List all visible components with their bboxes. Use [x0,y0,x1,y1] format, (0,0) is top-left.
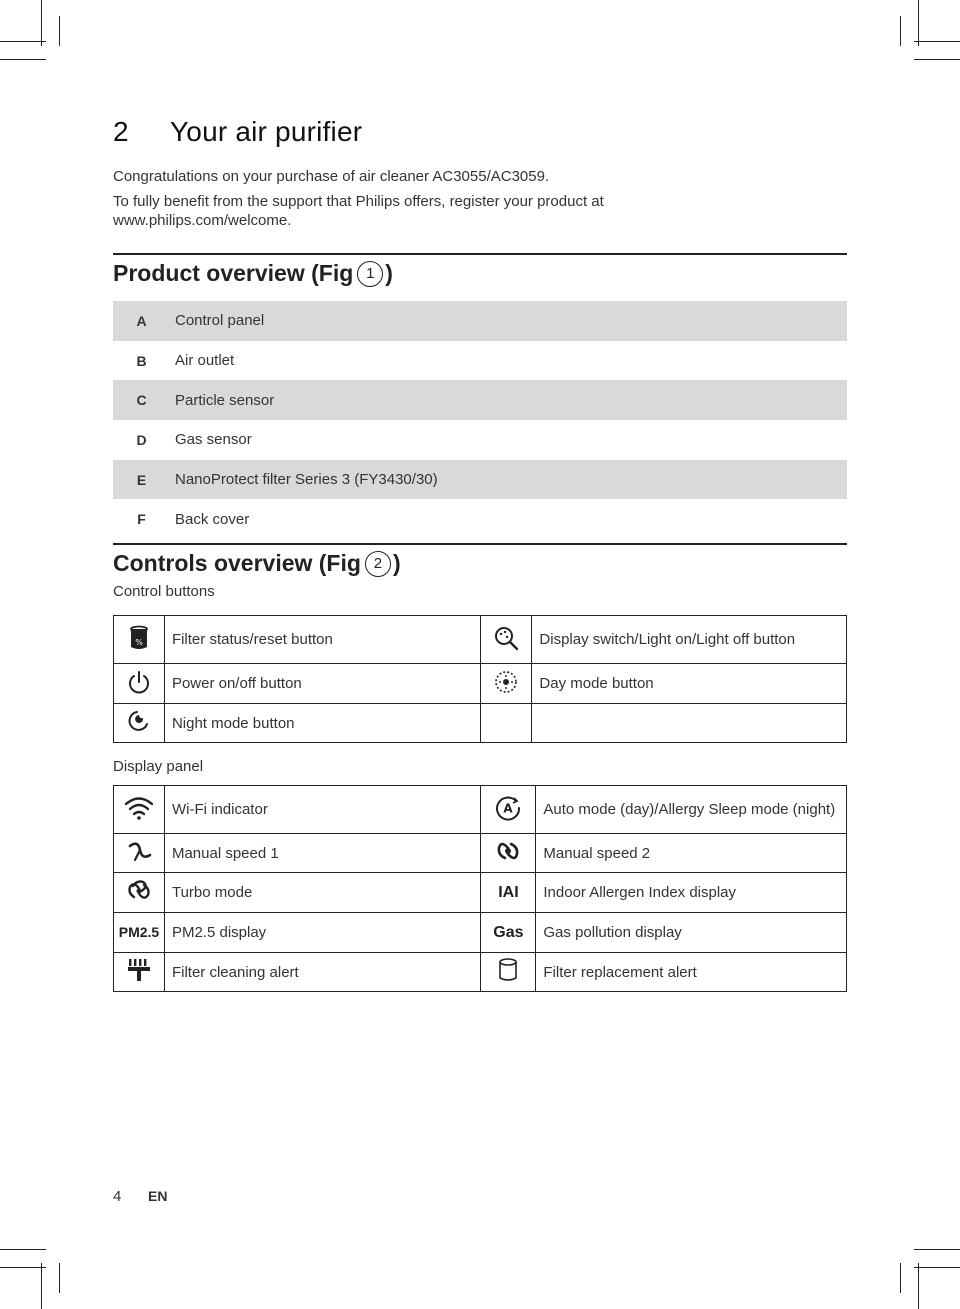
day-mode-icon [481,664,532,704]
cell-label: Filter replacement alert [536,953,847,992]
display-panel-label: Display panel [113,758,204,775]
overview-label: Back cover [175,510,250,528]
heading-close-paren: ) [385,260,393,286]
table-row [114,664,847,704]
auto-mode-icon [481,786,536,834]
cell-label: Display switch/Light on/Light off button [532,616,847,664]
overview-letter: D [136,431,147,448]
figure-number-badge: 2 [365,551,391,577]
crop-mark [914,1267,960,1268]
cell-label: Power on/off button [164,664,481,704]
crop-mark [900,1263,901,1293]
iai-icon-text: IAI [498,883,519,901]
crop-mark [914,41,960,42]
cell-label: Gas pollution display [536,913,847,953]
pm25-icon [114,913,165,953]
overview-row [113,460,847,500]
empty-cell [481,704,532,743]
control-buttons-label: Control buttons [113,583,215,600]
crop-mark [0,59,46,60]
overview-label: Particle sensor [175,391,275,409]
crop-mark [0,41,46,42]
gas-icon-text: Gas [493,923,524,941]
manual-speed-1-icon [114,834,165,873]
overview-letter: B [136,352,147,369]
turbo-mode-icon [114,873,165,913]
chapter-title-text: Your air purifier [170,116,363,147]
intro-line-2: To fully benefit from the support that Philips offers, register your product at [113,193,604,210]
gas-icon [481,913,536,953]
cell-label: PM2.5 display [164,913,480,953]
figure-number-badge: 1 [357,261,383,287]
crop-mark [914,59,960,60]
overview-letter: A [136,312,147,329]
product-overview-table [113,301,847,539]
controls-overview-heading-text: Controls overview (Fig [113,550,361,576]
crop-mark [0,1249,46,1250]
overview-letter: E [136,471,147,488]
table-row [114,953,847,992]
crop-mark [918,1263,919,1309]
table-row [114,786,847,834]
display-switch-icon [481,616,532,664]
power-icon [114,664,165,704]
table-row [114,616,847,664]
display-panel-table [113,785,847,992]
overview-label: Control panel [175,312,265,330]
wifi-icon [114,786,165,834]
pm25-icon-text: PM2.5 [118,924,160,940]
crop-mark [41,0,42,46]
crop-mark [41,1263,42,1309]
cell-label: Filter status/reset button [164,616,481,664]
cell-label: Day mode button [532,664,847,704]
control-buttons-table [113,615,847,743]
table-row [114,704,847,743]
overview-row [113,301,847,341]
night-mode-icon [114,704,165,743]
crop-mark [918,0,919,46]
overview-label: Air outlet [175,352,235,370]
crop-mark [59,16,60,46]
product-overview-heading [113,260,393,287]
cell-label: Night mode button [164,704,481,743]
svg-text:%: % [135,637,143,647]
cell-label: Manual speed 1 [164,834,480,873]
crop-mark [914,1249,960,1250]
table-row [114,834,847,873]
crop-mark [0,1267,46,1268]
section-rule [113,543,847,545]
section-rule [113,253,847,255]
chapter-number: 2 [113,116,129,147]
overview-letter: F [137,511,146,528]
cell-label: Wi-Fi indicator [164,786,480,834]
cell-label: Manual speed 2 [536,834,847,873]
overview-row [113,499,847,539]
overview-row [113,380,847,420]
filter-status-icon [114,616,165,664]
overview-row [113,420,847,460]
cell-label: Indoor Allergen Index display [536,873,847,913]
overview-letter: C [136,392,147,409]
crop-mark [59,1263,60,1293]
language-code: EN [148,1188,168,1204]
chapter-title [113,116,362,148]
filter-cleaning-icon [114,953,165,992]
iai-icon [481,873,536,913]
filter-replacement-icon [481,953,536,992]
controls-overview-heading [113,550,401,577]
svg-text:A: A [503,801,514,815]
cell-label: Turbo mode [164,873,480,913]
table-row [114,873,847,913]
cell-label: Auto mode (day)/Allergy Sleep mode (night) [536,786,847,834]
intro-line-1: Congratulations on your purchase of air cleaner AC3055/AC3059. [113,168,550,185]
empty-cell [532,704,847,743]
overview-label: Gas sensor [175,431,252,449]
crop-mark [900,16,901,46]
overview-row [113,341,847,381]
product-overview-heading-text: Product overview (Fig [113,260,354,286]
heading-close-paren: ) [392,550,401,576]
page-number: 4 [113,1188,122,1205]
overview-label: NanoProtect filter Series 3 (FY3430/30) [175,471,438,489]
table-row [114,913,847,953]
cell-label: Filter cleaning alert [164,953,480,992]
intro-url: www.philips.com/welcome. [113,212,292,229]
manual-speed-2-icon [481,834,536,873]
